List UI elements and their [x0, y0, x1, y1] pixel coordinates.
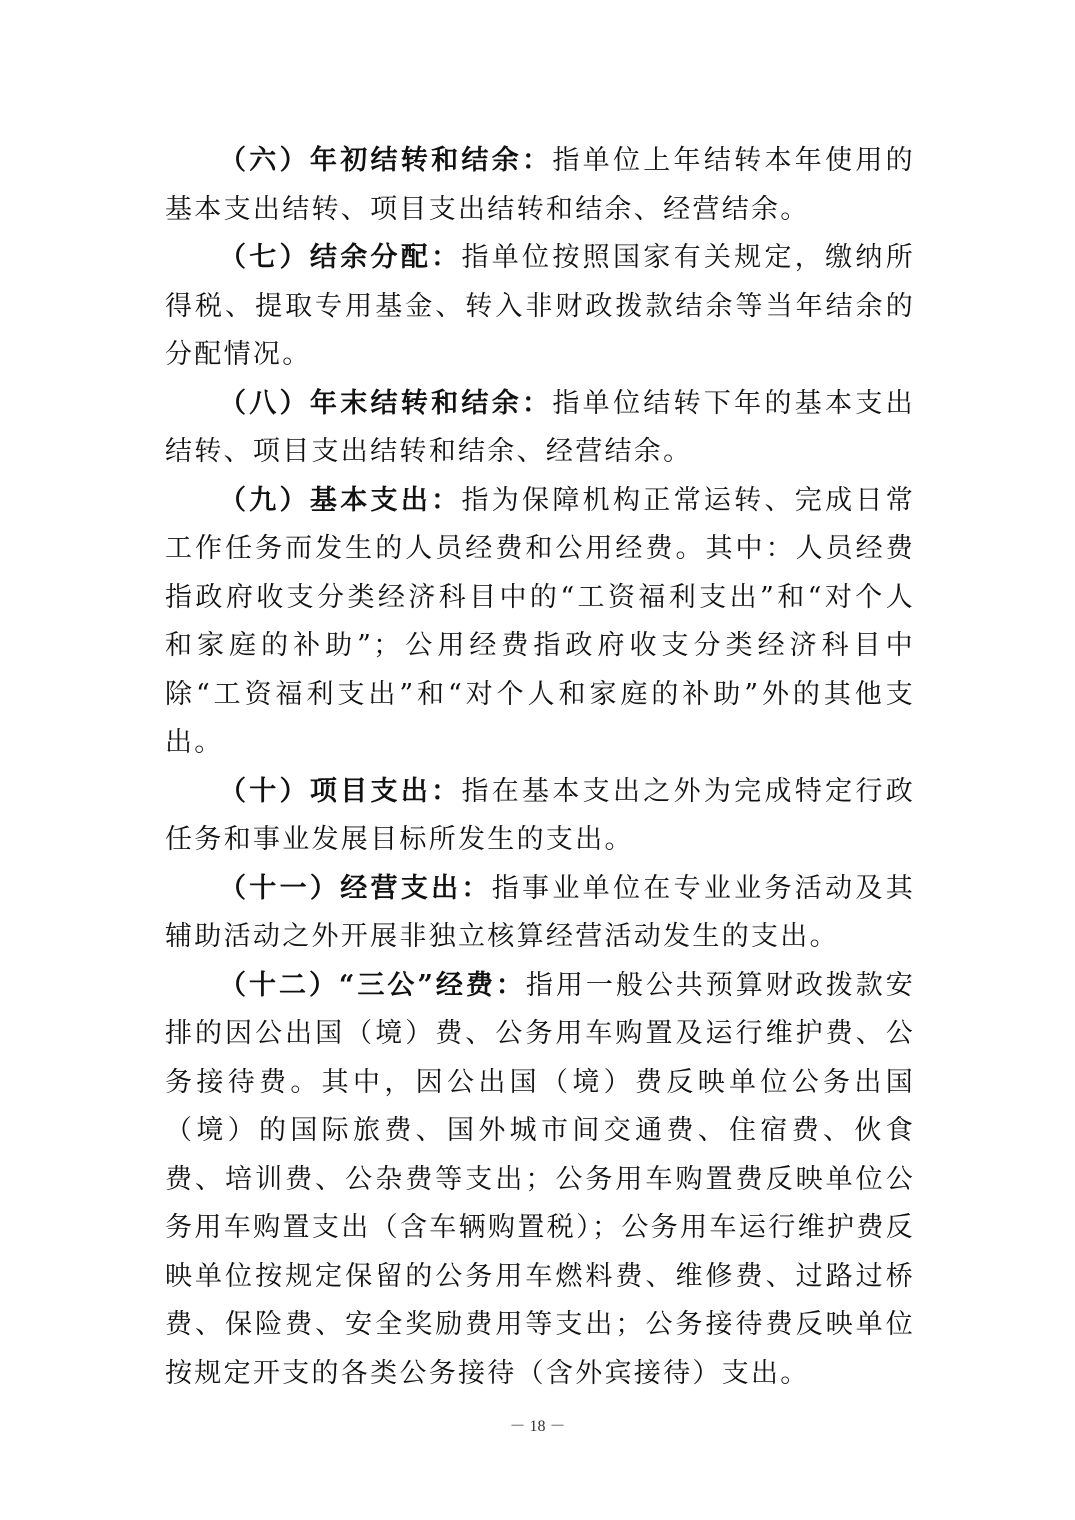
paragraph-operating-expenditure [165, 865, 915, 962]
term-definition: 指单位上年结转本年使用的基本支出结转、项目支出结转和结余、经营结余。 [165, 145, 915, 225]
term-definition: 指单位按照国家有关规定，缴纳所得税、提取专用基金、转入非财政拨款结余等当年结余的分配情况。 [165, 242, 915, 370]
paragraph-project-expenditure [165, 768, 915, 865]
page-number: － 18 － [509, 1418, 566, 1435]
term-heading: （十一）经营支出： [219, 872, 492, 904]
paragraph-surplus-distribution [165, 234, 915, 380]
term-heading: （八）年末结转和结余： [219, 387, 553, 419]
term-heading: （十二）“三公”经费： [219, 969, 526, 1001]
paragraph-carryover-begin [165, 137, 915, 234]
document-body [165, 137, 915, 1398]
term-definition: 指为保障机构正常运转、完成日常工作任务而发生的人员经费和公用经费。其中：人员经费指政府收支分类经济科目中的“工资福利支出”和“对个人和家庭的补助”；公用经费指政府收支分类经济科目中除“工资福利支出”和“对个人和家庭的补助”外的其他支出。 [165, 484, 915, 758]
term-definition: 指事业单位在专业业务活动及其辅助活动之外开展非独立核算经营活动发生的支出。 [165, 872, 916, 952]
paragraph-basic-expenditure [165, 477, 915, 768]
term-heading: （九）基本支出： [219, 484, 462, 516]
paragraph-three-public-expenses [165, 962, 915, 1399]
term-heading: （七）结余分配： [219, 242, 462, 273]
term-definition: 指单位结转下年的基本支出结转、项目支出结转和结余、经营结余。 [165, 387, 915, 467]
term-definition: 指在基本支出之外为完成特定行政任务和事业发展目标所发生的支出。 [165, 775, 915, 855]
term-heading: （十）项目支出： [219, 775, 462, 807]
term-definition: 指用一般公共预算财政拨款安排的因公出国（境）费、公务用车购置及运行维护费、公务接待费。其中，因公出国（境）费反映单位公务出国（境）的国际旅费、国外城市间交通费、住宿费、伙食费、培训费、公杂费等支出；公务用车购置费反映单位公务用车购置支出（含车辆购置税）；公务用车运行维护费反映单位按规定保留的公务用车燃料费、维修费、过路过桥费、保险费、安全奖励费用等支出；公务接待费反映单位按规定开支的各类公务接待（含外宾接待）支出。 [165, 969, 915, 1389]
paragraph-carryover-end [165, 380, 915, 477]
term-heading: （六）年初结转和结余： [219, 145, 553, 176]
